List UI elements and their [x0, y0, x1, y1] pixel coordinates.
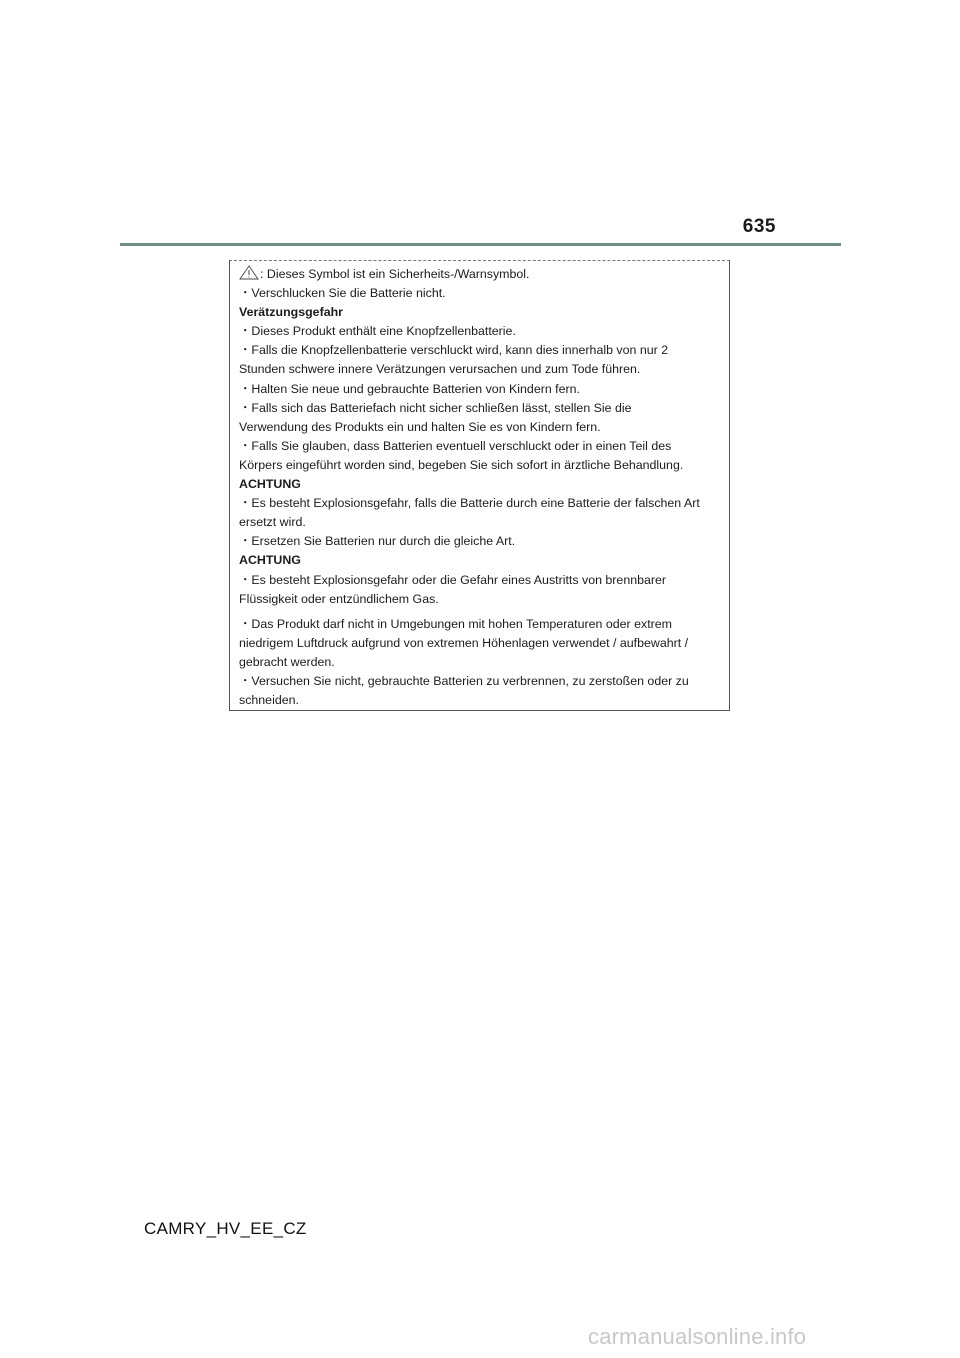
notice-line: ・Verschlucken Sie die Batterie nicht. — [239, 286, 446, 301]
symbol-explanation-text: : Dieses Symbol ist ein Sicherheits-/Warnsymbol. — [260, 267, 530, 281]
notice-line: Verwendung des Produkts ein und halten Sie es von Kindern fern. — [239, 419, 601, 434]
header-rule — [120, 243, 841, 246]
watermark: carmanualsonline.info — [588, 1324, 807, 1349]
notice-line: ・Falls Sie glauben, dass Batterien eventuell verschluckt oder in einen Teil des — [239, 438, 672, 453]
notice-heading: Verätzungsgefahr — [239, 305, 343, 320]
notice-line: ・Halten Sie neue und gebrauchte Batterien von Kindern fern. — [239, 381, 580, 396]
notice-line: ・Falls sich das Batteriefach nicht sicher schließen lässt, stellen Sie die — [239, 400, 632, 415]
symbol-explanation-line — [239, 265, 721, 284]
notice-line: ・Das Produkt darf nicht in Umgebungen mit hohen Temperaturen oder extrem — [239, 616, 672, 631]
notice-line: Körpers eingeführt worden sind, begeben Sie sich sofort in ärztliche Behandlung. — [239, 457, 684, 472]
model-code: CAMRY_HV_EE_CZ — [144, 1219, 307, 1238]
notice-line: niedrigem Luftdruck aufgrund von extremen Höhenlagen verwendet / aufbewahrt / — [239, 635, 689, 650]
notice-line: ・Falls die Knopfzellenbatterie verschluckt wird, kann dies innerhalb von nur 2 — [239, 343, 669, 358]
notice-line: ・Es besteht Explosionsgefahr oder die Gefahr eines Austritts von brennbarer — [239, 572, 667, 587]
warning-triangle-icon — [239, 265, 259, 280]
notice-heading: ACHTUNG — [239, 477, 301, 492]
safety-notice-box — [229, 260, 730, 711]
notice-line: Flüssigkeit oder entzündlichem Gas. — [239, 591, 439, 606]
notice-line: ・Es besteht Explosionsgefahr, falls die Batterie durch eine Batterie der falschen Art — [239, 496, 700, 511]
page-number: 635 — [742, 216, 776, 237]
notice-line: Stunden schwere innere Verätzungen verursachen und zum Tode führen. — [239, 362, 641, 377]
notice-line: ・Ersetzen Sie Batterien nur durch die gleiche Art. — [239, 534, 516, 549]
notice-line: gebracht werden. — [239, 654, 335, 669]
notice-line: ersetzt wird. — [239, 515, 306, 530]
notice-line: ・Versuchen Sie nicht, gebrauchte Batterien zu verbrennen, zu zerstoßen oder zu — [239, 673, 689, 688]
notice-lines — [239, 284, 721, 710]
notice-line: ・Dieses Produkt enthält eine Knopfzellenbatterie. — [239, 324, 516, 339]
notice-line: schneiden. — [239, 693, 299, 708]
notice-heading: ACHTUNG — [239, 553, 301, 568]
